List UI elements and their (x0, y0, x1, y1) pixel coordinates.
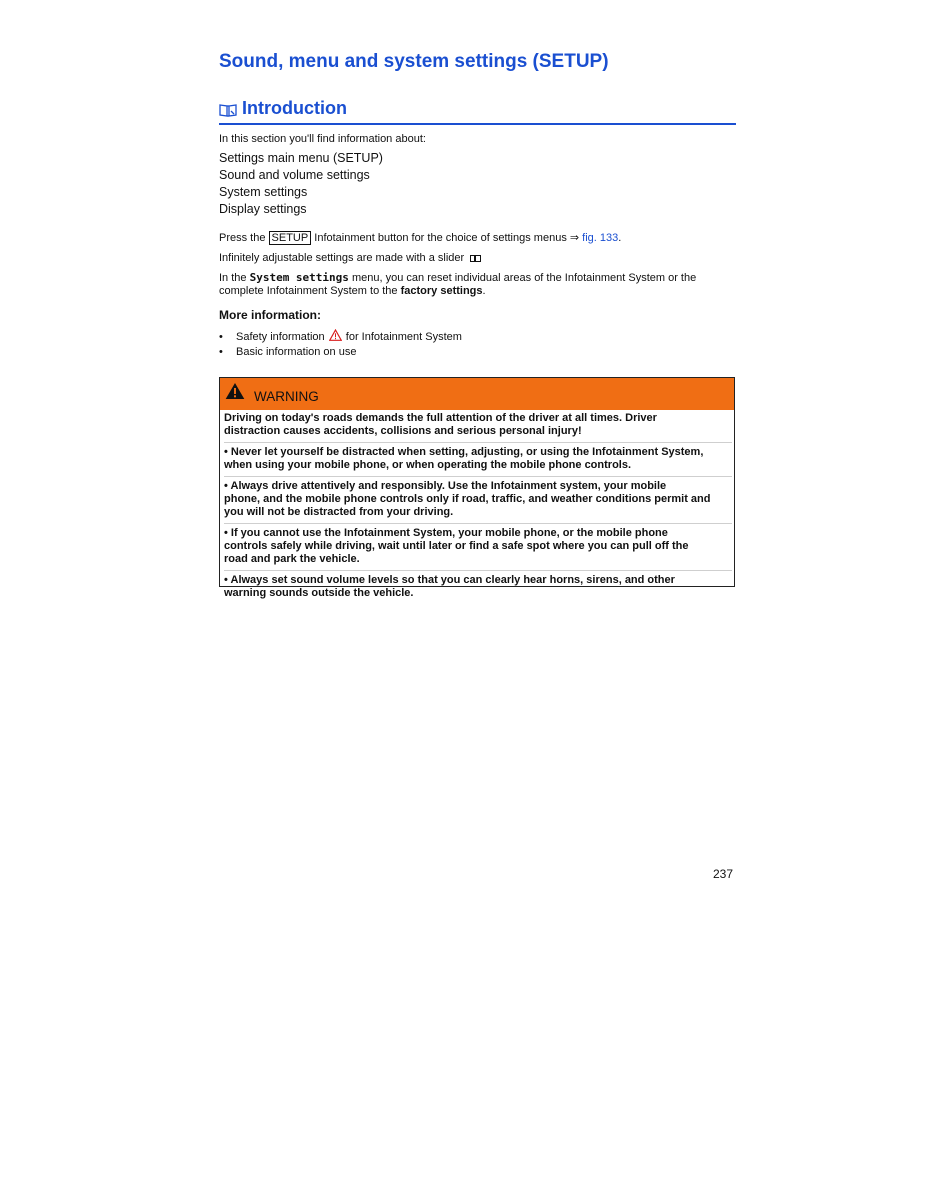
topic-item: Settings main menu (SETUP) (219, 151, 383, 165)
system-middle: menu, you can reset individual areas of the Infotainment System or the (348, 272, 697, 284)
warning-bullet-line: controls safely while driving, wait until later or find a safe spot where you can pull off the (224, 540, 689, 552)
warning-bullet-line: road and park the vehicle. (224, 553, 360, 565)
topic-item: Display settings (219, 202, 307, 216)
page-number: 237 (713, 867, 734, 881)
system-settings-para-line2 (219, 285, 486, 298)
system-end: . (482, 285, 486, 297)
warning-bullet (224, 442, 732, 476)
system-menu-name: System settings (249, 271, 349, 284)
section-title: Sound, menu and system settings (SETUP) (219, 51, 609, 72)
press-before: Press the (219, 232, 269, 244)
warning-bullet (224, 476, 732, 523)
more-info-item[interactable] (219, 329, 462, 344)
topics-intro: In this section you'll find information about: (219, 133, 426, 145)
topic-item: System settings (219, 185, 308, 199)
warning-bullet-line: warning sounds outside the vehicle. (224, 587, 414, 599)
more-info-item-text: Safety information (236, 331, 328, 343)
bullet: • (219, 331, 223, 343)
warning-box (219, 377, 735, 599)
warning-bullet-line: phone, and the mobile phone controls only if road, traffic, and weather conditions permit and (224, 493, 711, 505)
warning-bullet (224, 523, 732, 570)
more-info-title: More information: (219, 308, 321, 322)
slider-line (219, 252, 481, 265)
warning-intro (224, 411, 732, 442)
fig-link[interactable]: fig. 133 (582, 232, 619, 244)
book-icon (219, 103, 237, 117)
more-info-item[interactable] (219, 346, 356, 359)
factory-settings: factory settings (400, 285, 483, 297)
slider-icon (470, 255, 481, 262)
warning-header (220, 378, 734, 410)
warning-intro-line: distraction causes accidents, collisions and serious personal injury! (224, 425, 582, 437)
press-middle: Infotainment button for the choice of settings menus ⇒ (311, 232, 583, 244)
warning-bullet-line: • Always set sound volume levels so that you can clearly hear horns, sirens, and other (224, 574, 675, 586)
warning-bullet-line: • If you cannot use the Infotainment System, your mobile phone, or the mobile phone (224, 527, 668, 539)
more-info-item-text: Basic information on use (236, 346, 357, 358)
more-info-item-text-after: for Infotainment System (342, 331, 462, 343)
warning-bullet-line: you will not be distracted from your driving. (224, 506, 454, 518)
system-before: In the (219, 272, 250, 284)
press-setup-line (219, 231, 621, 245)
press-after: . (618, 232, 622, 244)
system-settings-para-line1 (219, 271, 696, 285)
warning-bullet-line: • Never let yourself be distracted when setting, adjusting, or using the Infotainment System, (224, 446, 704, 458)
intro-heading: Introduction (242, 98, 347, 118)
bullet: • (219, 346, 223, 358)
warning-icon (225, 382, 245, 400)
warning-title: WARNING (254, 389, 319, 404)
setup-key: SETUP (269, 231, 312, 245)
warning-bullet-line: when using your mobile phone, or when operating the mobile phone controls. (224, 459, 632, 471)
warning-intro-line: Driving on today's roads demands the full attention of the driver at all times. Driver (224, 412, 657, 424)
warning-bullet (224, 570, 732, 600)
system-line2: complete Infotainment System to the (219, 285, 401, 297)
warning-triangle-icon (329, 329, 342, 341)
topic-item: Sound and volume settings (219, 168, 370, 182)
slider-line-text: Infinitely adjustable settings are made with a slider (219, 252, 465, 264)
warning-bullet-line: • Always drive attentively and responsibly. Use the Infotainment system, your mobile (224, 480, 667, 492)
intro-heading-bar (219, 98, 736, 125)
warning-body (224, 411, 732, 600)
